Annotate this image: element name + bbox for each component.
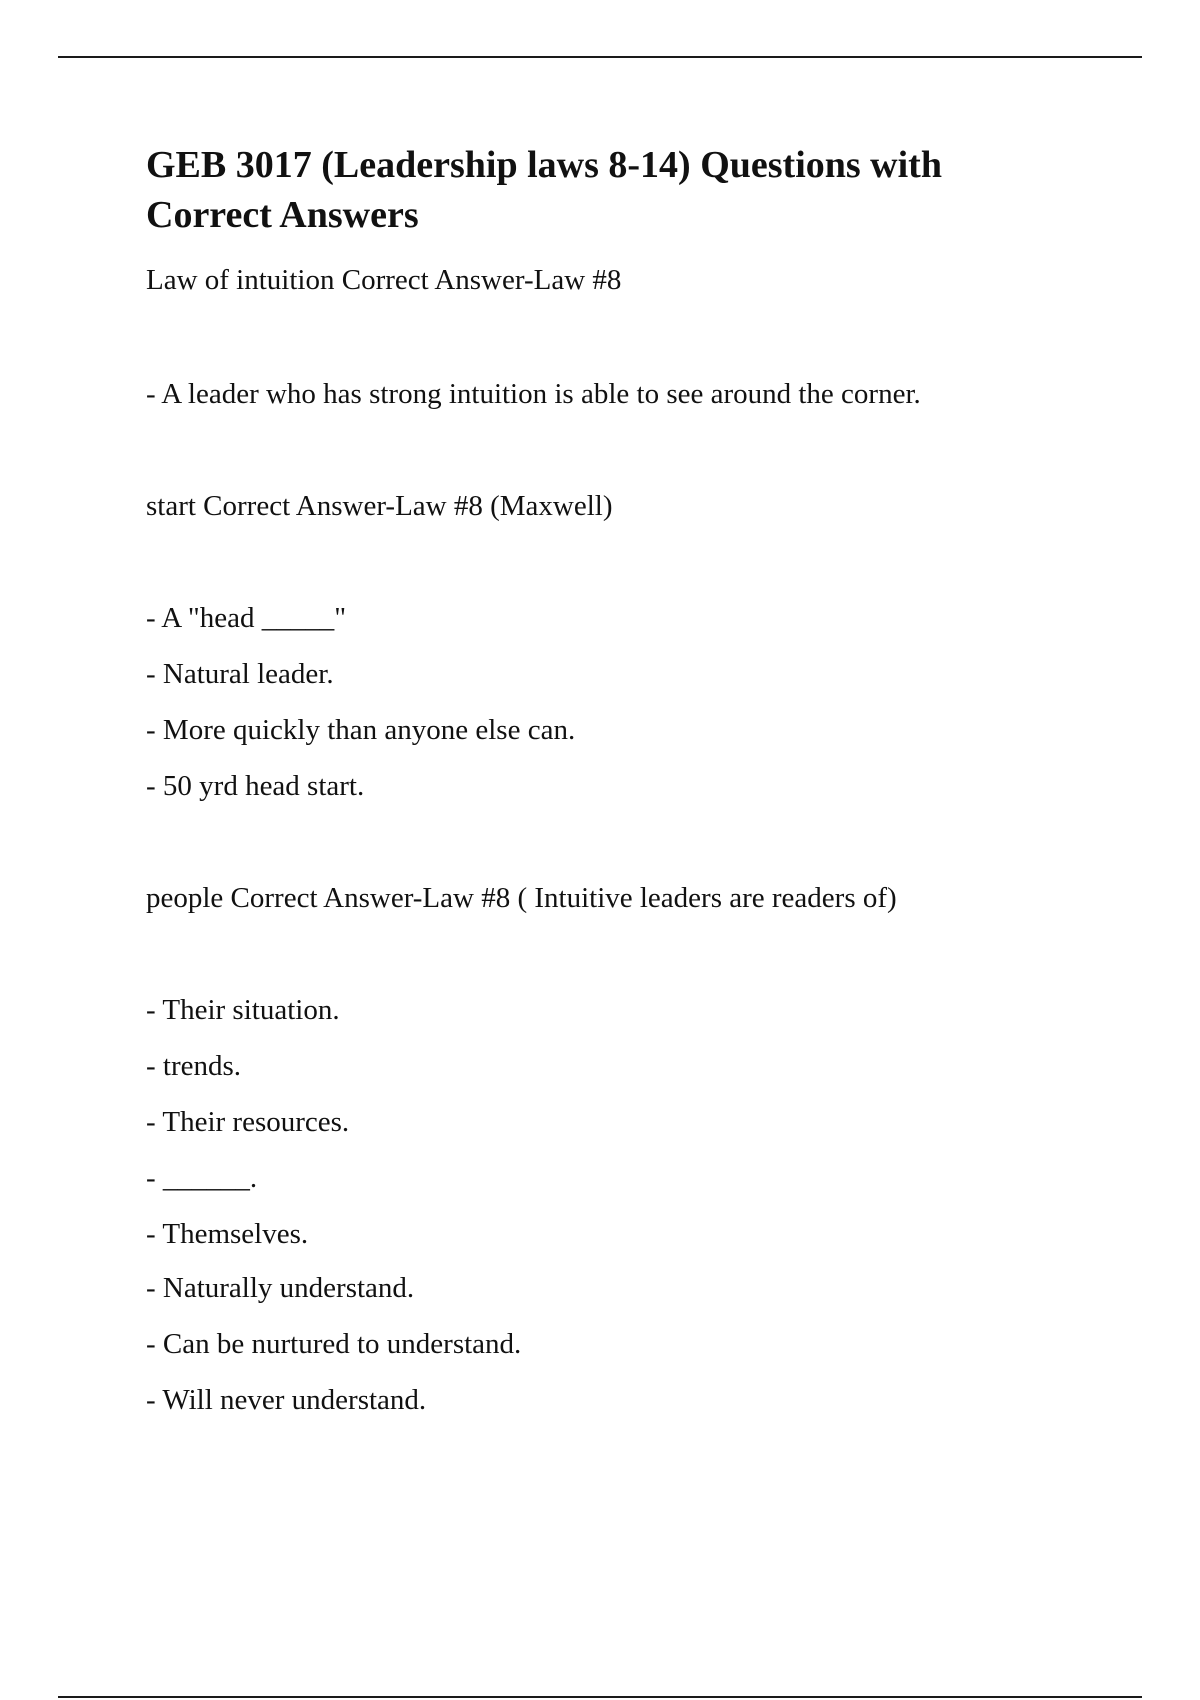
bullet-line: - Natural leader. [146,658,334,690]
bullet-line: - 50 yrd head start. [146,770,365,802]
term-start: start Correct Answer-Law #8 (Maxwell) [146,490,613,522]
term-people: people Correct Answer-Law #8 ( Intuitive leaders are readers of) [146,882,897,914]
bullet-line: - trends. [146,1050,242,1082]
bullet-line: - Their situation. [146,994,340,1026]
bullet-line: - ______. [146,1162,258,1194]
document-title: GEB 3017 (Leadership laws 8-14) Questions with Correct Answers [146,144,942,236]
term-law-of-intuition: Law of intuition Correct Answer-Law #8 [146,264,622,296]
bullet-line: - Will never understand. [146,1384,427,1416]
bullet-line: - Their resources. [146,1106,350,1138]
document-page [146,140,1066,1416]
definition-line: - A leader who has strong intuition is able to see around the corner. [146,378,921,410]
bullet-line: - A "head _____" [146,602,347,634]
bullet-line: - More quickly than anyone else can. [146,714,576,746]
bullet-line: - Naturally understand. [146,1272,415,1304]
header-rule [58,56,1142,58]
bullet-line: - Themselves. [146,1218,309,1250]
bullet-line: - Can be nurtured to understand. [146,1328,522,1360]
footer-rule [58,1696,1142,1698]
